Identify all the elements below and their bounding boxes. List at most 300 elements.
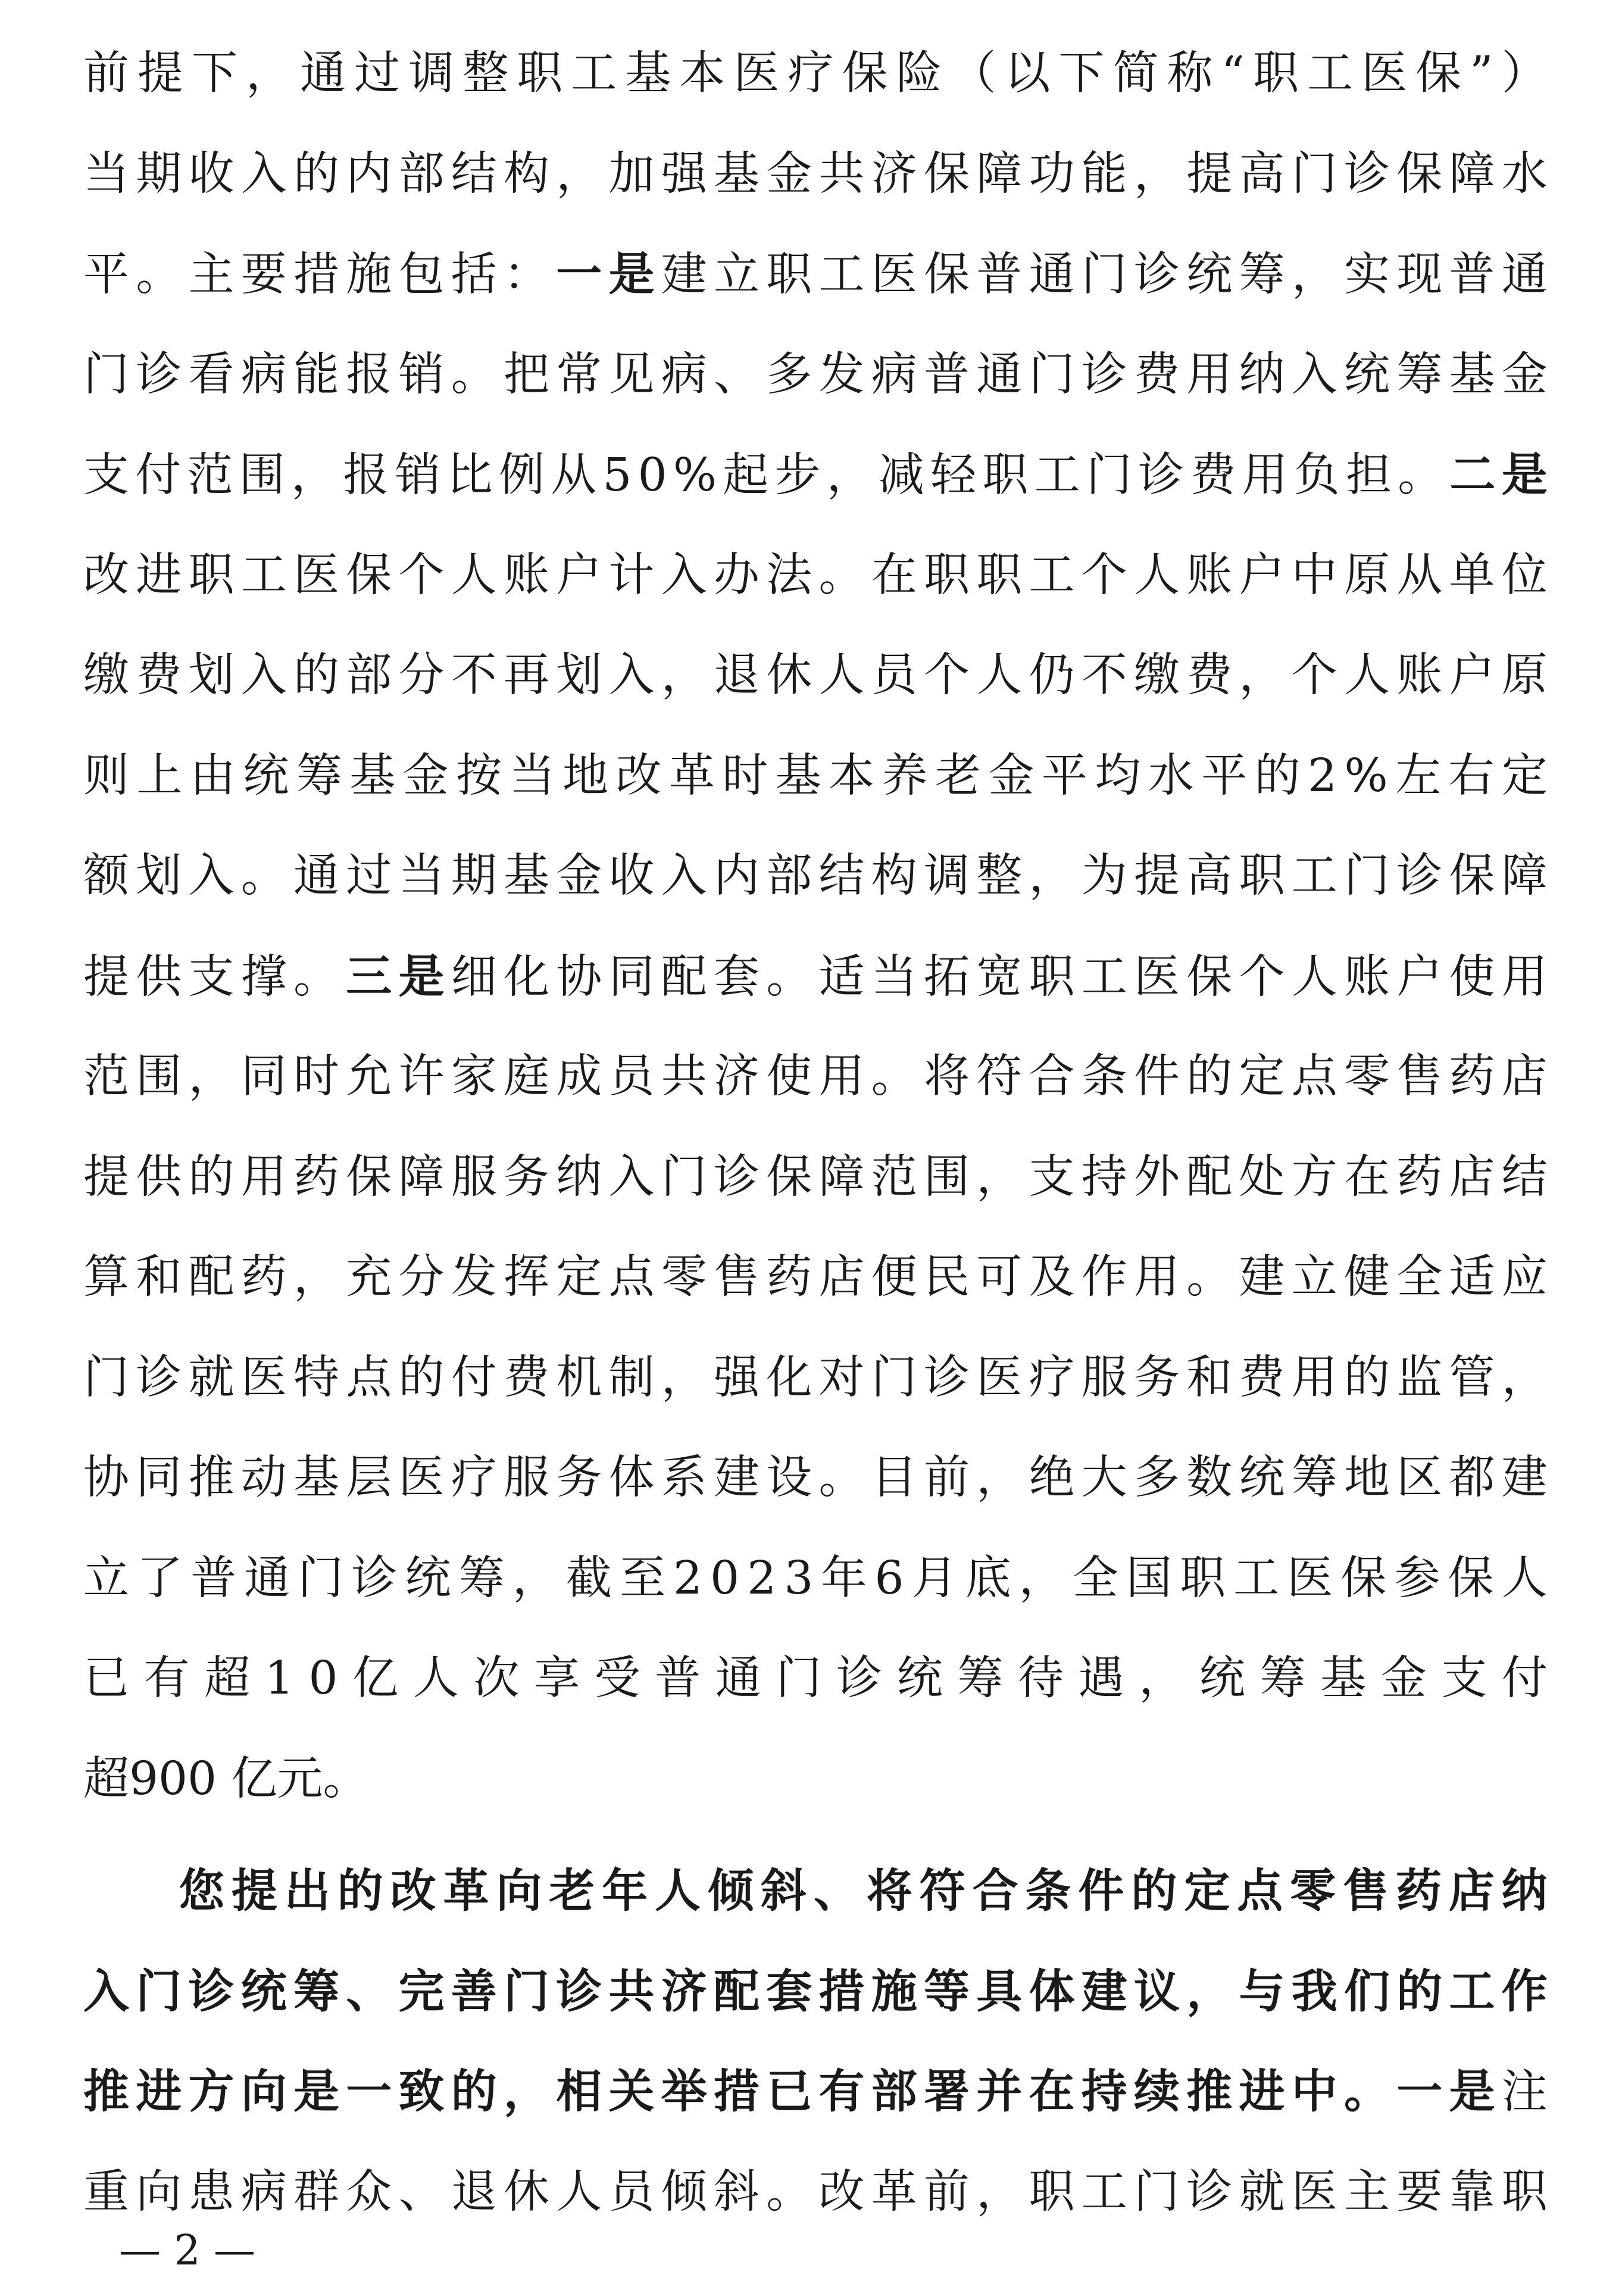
glyph: 金	[988, 749, 1034, 802]
glyph: 缴	[1134, 649, 1180, 702]
glyph: ，	[1239, 649, 1285, 702]
glyph: 协	[556, 950, 602, 1004]
glyph: 人	[976, 649, 1023, 702]
glyph: 诊	[351, 1551, 398, 1605]
glyph: 普	[976, 248, 1023, 301]
glyph: 处	[1239, 1150, 1285, 1204]
glyph: 改	[83, 548, 129, 602]
glyph: 保	[924, 147, 970, 201]
glyph: 均	[1095, 749, 1141, 802]
glyph: 务	[504, 1150, 549, 1204]
glyph: 售	[714, 1251, 760, 1304]
glyph: 前	[924, 2165, 970, 2219]
glyph: 的	[1344, 1351, 1390, 1404]
glyph: 议	[1134, 1964, 1180, 2019]
text-line	[83, 626, 1548, 726]
glyph: 职	[924, 548, 970, 602]
glyph: 措	[714, 2065, 760, 2119]
glyph: 对	[818, 1351, 865, 1404]
glyph: 结	[818, 849, 865, 902]
glyph: 诊	[1344, 147, 1390, 201]
glyph: 宽	[976, 950, 1023, 1004]
glyph: 通	[244, 1551, 290, 1605]
glyph: 老	[549, 1864, 595, 1918]
glyph: 药	[1395, 1864, 1442, 1918]
text-line	[83, 526, 1548, 626]
glyph: 部	[766, 849, 812, 902]
glyph: 的	[398, 1351, 445, 1404]
glyph: 人	[1291, 950, 1337, 1004]
glyph: 担	[1346, 449, 1392, 502]
glyph: 化	[766, 1351, 812, 1404]
glyph: 二	[1449, 448, 1496, 502]
glyph: “	[1221, 47, 1245, 100]
glyph: 定	[1184, 1864, 1230, 1918]
glyph: 。	[818, 1451, 865, 1504]
glyph: 人	[818, 649, 865, 702]
glyph: 合	[972, 1864, 1018, 1918]
glyph: 账	[504, 548, 549, 602]
glyph: 诊	[1396, 849, 1443, 902]
glyph: 整	[976, 849, 1023, 902]
glyph: ，	[246, 47, 292, 100]
glyph: 工	[1291, 849, 1337, 902]
glyph: 件	[1078, 1864, 1124, 1918]
glyph: 门	[776, 1652, 822, 1705]
glyph: 基	[775, 749, 821, 802]
glyph: 范	[871, 1150, 917, 1204]
glyph: 入	[240, 649, 287, 702]
glyph: 工	[1449, 1964, 1495, 2019]
glyph: 药	[766, 1251, 812, 1304]
text-line	[83, 325, 1548, 426]
glyph: 配	[714, 1964, 760, 2019]
glyph: 本	[679, 47, 726, 100]
glyph: 工	[1081, 2165, 1127, 2219]
glyph: ，	[826, 449, 873, 502]
glyph: 入	[608, 1150, 655, 1204]
glyph: 门	[83, 1351, 129, 1404]
glyph: 。	[1186, 1251, 1233, 1304]
glyph: 作	[1501, 1964, 1548, 2019]
glyph: 门	[1086, 449, 1132, 502]
glyph: 完	[398, 1964, 445, 2019]
glyph: 功	[1029, 147, 1075, 201]
glyph: 医	[240, 1351, 287, 1404]
glyph: 能	[293, 348, 339, 401]
glyph: 内	[714, 849, 760, 902]
glyph: 区	[1396, 1451, 1443, 1504]
glyph: 享	[534, 1652, 580, 1705]
glyph: 店	[1449, 1150, 1495, 1204]
glyph: 从	[1396, 548, 1443, 602]
glyph: 零	[661, 1251, 707, 1304]
glyph: 普	[924, 348, 970, 401]
glyph: 水	[1501, 147, 1548, 201]
glyph: 当	[509, 749, 555, 802]
glyph: 分	[398, 1251, 445, 1304]
glyph: 的	[1396, 1964, 1443, 2019]
glyph: 健	[1344, 1251, 1390, 1304]
glyph: 0	[710, 1551, 740, 1605]
glyph: 诊	[836, 1652, 883, 1705]
glyph: 部	[398, 147, 445, 201]
glyph: 济	[661, 1964, 707, 2019]
glyph: 举	[661, 2065, 707, 2119]
glyph: 的	[1254, 749, 1301, 802]
glyph: 本	[829, 749, 875, 802]
glyph: 费	[1239, 1351, 1285, 1404]
glyph: 职	[1253, 47, 1299, 100]
glyph: 是	[608, 248, 655, 301]
glyph: ，	[1018, 1551, 1065, 1605]
glyph: 便	[871, 1251, 917, 1304]
glyph: 医	[871, 248, 917, 301]
glyph: ，	[293, 1251, 339, 1304]
glyph: 分	[398, 649, 445, 702]
glyph: 靠	[1449, 2165, 1495, 2219]
glyph: 不	[1081, 649, 1127, 702]
glyph: 进	[136, 2065, 182, 2119]
glyph: 入	[188, 849, 235, 902]
glyph: 药	[293, 1150, 339, 1204]
glyph: 筹	[957, 1652, 1004, 1705]
glyph: 算	[83, 1251, 129, 1304]
glyph: 费	[1134, 348, 1180, 401]
glyph: 设	[766, 1451, 812, 1504]
glyph: 称	[1167, 47, 1213, 100]
glyph: 当	[398, 849, 445, 902]
glyph: 0	[308, 1652, 338, 1705]
glyph: ，	[1134, 147, 1180, 201]
glyph: 保	[1448, 1551, 1494, 1605]
glyph: 。	[766, 2165, 812, 2219]
glyph: 实	[1344, 248, 1390, 301]
glyph: 员	[608, 1050, 655, 1103]
glyph: 数	[1186, 1451, 1233, 1504]
glyph: 提	[83, 1150, 129, 1204]
glyph: 人	[1134, 548, 1180, 602]
glyph: ，	[1029, 849, 1075, 902]
glyph: 6	[874, 1551, 904, 1605]
glyph: 济	[871, 147, 917, 201]
glyph: 共	[818, 147, 865, 201]
glyph: 纳	[556, 1150, 602, 1204]
glyph: 支	[1441, 1652, 1487, 1705]
glyph: 可	[976, 1251, 1023, 1304]
glyph: 强	[714, 1351, 760, 1404]
glyph: 能	[1081, 147, 1127, 201]
glyph: %	[673, 449, 717, 502]
glyph: 户	[1449, 649, 1495, 702]
glyph: 门	[661, 1150, 707, 1204]
text-line	[83, 425, 1548, 526]
glyph: 普	[655, 1652, 701, 1705]
glyph: 普	[1449, 248, 1495, 301]
glyph: 。	[451, 348, 497, 401]
glyph: 通	[300, 47, 346, 100]
glyph: 要	[240, 248, 287, 301]
glyph: （	[950, 47, 996, 100]
glyph: 法	[766, 548, 812, 602]
glyph: 职	[188, 548, 235, 602]
glyph: 件	[1134, 1050, 1180, 1103]
glyph: 条	[1025, 1864, 1071, 1918]
glyph: 当	[871, 950, 917, 1004]
glyph: 由	[189, 749, 236, 802]
glyph: 工	[818, 248, 865, 301]
glyph: 中	[1291, 2065, 1337, 2119]
glyph: 过	[346, 849, 392, 902]
glyph: 1	[264, 1652, 294, 1705]
glyph: 诊	[1186, 2165, 1233, 2219]
glyph: 共	[608, 1964, 655, 2019]
glyph: 用	[1134, 1251, 1180, 1304]
glyph: 左	[1395, 749, 1442, 802]
glyph: 上	[136, 749, 183, 802]
glyph: 诊	[1134, 248, 1180, 301]
glyph: ，	[976, 1150, 1023, 1204]
glyph: 仍	[1029, 649, 1075, 702]
text-line	[83, 1227, 1548, 1328]
glyph: 退	[714, 649, 760, 702]
glyph: 诊	[556, 1964, 602, 2019]
text-line	[83, 1629, 1548, 1729]
glyph: 定	[1239, 1050, 1285, 1103]
glyph: 2	[673, 1551, 703, 1605]
glyph: 制	[608, 1351, 655, 1404]
glyph: 体	[608, 1451, 655, 1504]
glyph: 休	[504, 2165, 549, 2219]
glyph: 售	[1396, 1050, 1443, 1103]
glyph: 个	[398, 548, 445, 602]
glyph: 医	[398, 1451, 445, 1504]
glyph: 机	[556, 1351, 602, 1404]
glyph: 医	[1291, 2165, 1337, 2219]
glyph: 套	[766, 1964, 812, 2019]
glyph: ，	[188, 1050, 235, 1103]
glyph: ：	[504, 248, 549, 301]
glyph: 配	[1186, 1150, 1233, 1204]
glyph: 付	[1502, 1652, 1548, 1705]
glyph: ，	[1186, 1964, 1233, 2019]
glyph: 筹	[293, 1964, 339, 2019]
glyph: 门	[1029, 348, 1075, 401]
glyph: 定	[1501, 749, 1548, 802]
glyph: 进	[136, 548, 182, 602]
glyph: %	[1344, 749, 1388, 802]
glyph: 外	[1134, 1150, 1180, 1204]
glyph: 们	[1344, 1964, 1390, 2019]
glyph: 构	[871, 849, 917, 902]
glyph: 支	[1029, 1150, 1075, 1204]
glyph: 服	[504, 1451, 549, 1504]
glyph: 已	[83, 1652, 129, 1705]
glyph: 工	[1307, 47, 1354, 100]
glyph: 3	[784, 1551, 814, 1605]
text-line	[83, 124, 1548, 225]
paragraph	[83, 24, 1548, 1829]
glyph: 前	[83, 47, 129, 100]
glyph: 再	[504, 649, 549, 702]
glyph: 疗	[787, 47, 834, 100]
glyph: 员	[871, 649, 917, 702]
glyph: 下	[1058, 47, 1105, 100]
glyph: 斜	[714, 2165, 760, 2219]
glyph: 在	[1029, 2065, 1075, 2119]
text-line	[83, 1027, 1548, 1127]
glyph: 简	[1112, 47, 1159, 100]
glyph: 个	[924, 649, 970, 702]
glyph: 。	[1398, 449, 1444, 502]
glyph: 平	[83, 248, 129, 301]
glyph: 保	[842, 47, 888, 100]
glyph: 病	[871, 348, 917, 401]
glyph: 普	[190, 1551, 237, 1605]
glyph: 费	[136, 649, 182, 702]
glyph: 。	[240, 849, 287, 902]
glyph: 统	[896, 1652, 943, 1705]
glyph: 济	[714, 1050, 760, 1103]
glyph: 配	[661, 950, 707, 1004]
text-line: 超900 亿元。	[83, 1752, 369, 1805]
glyph: 销	[395, 449, 441, 502]
glyph: 医	[976, 1351, 1023, 1404]
glyph: 同	[136, 1451, 182, 1504]
glyph: 层	[346, 1451, 392, 1504]
text-line	[83, 826, 1548, 927]
glyph: 部	[346, 649, 392, 702]
glyph: 定	[556, 1251, 602, 1304]
glyph: 药	[1449, 1050, 1495, 1103]
glyph: 适	[1449, 1251, 1495, 1304]
glyph: 化	[504, 950, 549, 1004]
glyph: 保	[924, 248, 970, 301]
glyph: 调	[924, 849, 970, 902]
glyph: 服	[1081, 1351, 1127, 1404]
text-line	[83, 2142, 1548, 2243]
glyph: 基	[625, 47, 671, 100]
glyph: ，	[661, 649, 707, 702]
glyph: 许	[398, 1050, 445, 1103]
glyph: 入	[83, 1964, 129, 2019]
text-line	[83, 1942, 1548, 2042]
glyph: 向	[240, 2065, 287, 2119]
glyph: 成	[556, 1050, 602, 1103]
glyph: 加	[608, 147, 655, 201]
glyph: ，	[290, 449, 337, 502]
text-line	[83, 1328, 1548, 1429]
glyph: 期	[451, 849, 497, 902]
glyph: 筹	[296, 749, 342, 802]
glyph: 待	[1018, 1652, 1064, 1705]
glyph: 主	[1344, 2165, 1390, 2219]
glyph: 。	[871, 1050, 917, 1103]
glyph: 办	[714, 548, 760, 602]
glyph: 筹	[1291, 1451, 1337, 1504]
glyph: 个	[1239, 950, 1285, 1004]
glyph: 包	[398, 248, 445, 301]
glyph: 提	[1186, 147, 1233, 201]
glyph: 套	[714, 950, 760, 1004]
glyph: 全	[1072, 1551, 1118, 1605]
glyph: 向	[496, 1864, 542, 1918]
glyph: 构	[504, 147, 549, 201]
glyph: ，	[661, 1351, 707, 1404]
glyph: 基	[349, 749, 396, 802]
glyph: 人	[655, 1864, 701, 1918]
glyph: 亿	[352, 1652, 399, 1705]
glyph: 通	[1501, 248, 1548, 301]
glyph: 结	[1501, 1150, 1548, 1204]
glyph: 诊	[714, 1150, 760, 1204]
glyph: 有	[143, 1652, 190, 1705]
glyph: 建	[1081, 1964, 1127, 2019]
glyph: 医	[1361, 47, 1408, 100]
glyph: 工	[1081, 950, 1127, 1004]
glyph: 保	[346, 1150, 392, 1204]
glyph: 截	[565, 1551, 612, 1605]
glyph: 诊	[1138, 449, 1184, 502]
glyph: 年	[602, 1864, 648, 1918]
glyph: 位	[1501, 548, 1548, 602]
glyph: 务	[1134, 1351, 1180, 1404]
glyph: 地	[1344, 1451, 1390, 1504]
glyph: 次	[473, 1652, 520, 1705]
glyph: 供	[136, 950, 182, 1004]
glyph: 支	[188, 950, 235, 1004]
glyph: 现	[1396, 248, 1443, 301]
glyph: 右	[1448, 749, 1495, 802]
glyph: 。	[136, 248, 182, 301]
glyph: 措	[818, 1964, 865, 2019]
glyph: 障	[398, 1150, 445, 1204]
glyph: 建	[661, 248, 707, 301]
glyph: 基	[293, 1451, 339, 1504]
glyph: 把	[504, 348, 549, 401]
glyph: 单	[1449, 548, 1495, 602]
glyph: 时	[722, 749, 768, 802]
glyph: 按	[456, 749, 502, 802]
glyph: 账	[1186, 548, 1233, 602]
glyph: 改	[818, 2165, 865, 2219]
glyph: 多	[1134, 1451, 1180, 1504]
glyph: 门	[298, 1551, 344, 1605]
glyph: 职	[517, 47, 563, 100]
glyph: 通	[715, 1652, 761, 1705]
glyph: 疗	[451, 1451, 497, 1504]
glyph: 有	[818, 2065, 865, 2119]
glyph: 就	[1239, 2165, 1285, 2219]
glyph: 职	[1029, 950, 1075, 1004]
glyph: 是	[1449, 2065, 1495, 2119]
glyph: 人	[556, 2165, 602, 2219]
glyph: 期	[136, 147, 182, 201]
glyph: 障	[1501, 849, 1548, 902]
glyph: 都	[1449, 1451, 1495, 1504]
glyph: 您	[179, 1864, 224, 1918]
glyph: 平	[1041, 749, 1087, 802]
glyph: 门	[871, 1351, 917, 1404]
glyph: 通	[1029, 248, 1075, 301]
text-line	[83, 1127, 1548, 1228]
glyph: 职	[1239, 849, 1285, 902]
glyph: 受	[594, 1652, 640, 1705]
glyph: ，	[512, 1551, 558, 1605]
glyph: 提	[231, 1864, 277, 1918]
glyph: 施	[346, 248, 392, 301]
glyph: 的	[293, 147, 339, 201]
